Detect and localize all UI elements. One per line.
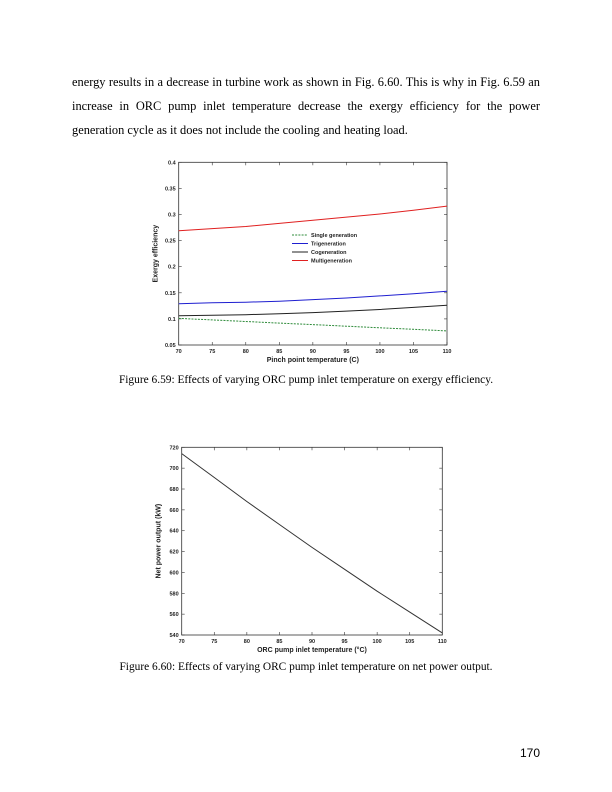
y-tick-label: 0.25 (164, 238, 176, 245)
x-tick-label: 80 (243, 639, 250, 645)
x-tick-label: 90 (308, 639, 316, 645)
x-tick-label: 110 (437, 639, 447, 645)
legend-label: Trigeneration (311, 241, 346, 248)
figure-caption-6-60: Figure 6.60: Effects of varying ORC pump inlet temperature on net power output. (119, 661, 493, 673)
x-tick-label: 75 (209, 349, 216, 355)
x-tick-label: 105 (405, 639, 415, 645)
legend-label: Single generation (311, 233, 358, 239)
x-tick-label: 75 (211, 639, 218, 645)
y-tick-label: 540 (169, 633, 179, 639)
x-tick-label: 80 (242, 349, 249, 355)
x-tick-label: 85 (276, 349, 283, 355)
x-axis-label: ORC pump inlet temperature (°C) (257, 647, 367, 654)
x-axis-label: Pinch point temperature (C) (266, 357, 359, 364)
y-tick-label: 0.35 (164, 186, 176, 193)
y-tick-label: 600 (169, 570, 179, 577)
y-tick-label: 0.2 (168, 264, 176, 271)
x-tick-label: 110 (442, 349, 452, 355)
x-tick-label: 105 (408, 349, 419, 355)
y-tick-label: 0.05 (164, 343, 176, 349)
y-tick-label: 620 (169, 549, 179, 556)
y-axis-label: Net power output (kW) (155, 503, 163, 579)
legend-label: Multigeneration (311, 258, 352, 265)
x-tick-label: 100 (375, 349, 385, 355)
y-tick-label: 720 (169, 445, 179, 452)
legend-label: Cogeneration (311, 250, 347, 256)
figure-caption-6-59: Figure 6.59: Effects of varying ORC pump inlet temperature on exergy efficiency. (118, 374, 494, 386)
y-tick-label: 560 (169, 612, 179, 619)
y-tick-label: 0.1 (168, 316, 176, 323)
y-tick-label: 0.3 (168, 212, 176, 219)
x-tick-label: 70 (178, 639, 185, 645)
page-number: 170 (520, 746, 541, 760)
x-tick-label: 90 (309, 349, 316, 355)
x-tick-label: 95 (341, 639, 348, 645)
x-tick-label: 95 (343, 349, 350, 355)
y-tick-label: 0.4 (168, 160, 176, 167)
y-tick-label: 680 (169, 487, 179, 494)
y-tick-label: 700 (169, 466, 179, 473)
y-tick-label: 640 (169, 528, 179, 535)
body-paragraph: energy results in a decrease in turbine work as shown in Fig. 6.60. This is why in Fig. 6.59 an increase in ORC pump inlet temperature decrease the exergy efficiency for the power generation cycle as it does not include the cooling and heating load. (72, 75, 540, 137)
y-tick-label: 580 (169, 591, 179, 598)
x-tick-label: 85 (276, 639, 283, 645)
x-tick-label: 100 (372, 639, 382, 645)
y-tick-label: 0.15 (164, 290, 176, 297)
plot-frame (182, 447, 443, 635)
y-axis-label: Exergy efficiency (152, 224, 160, 283)
x-tick-label: 70 (175, 349, 182, 355)
y-tick-label: 660 (169, 507, 179, 514)
